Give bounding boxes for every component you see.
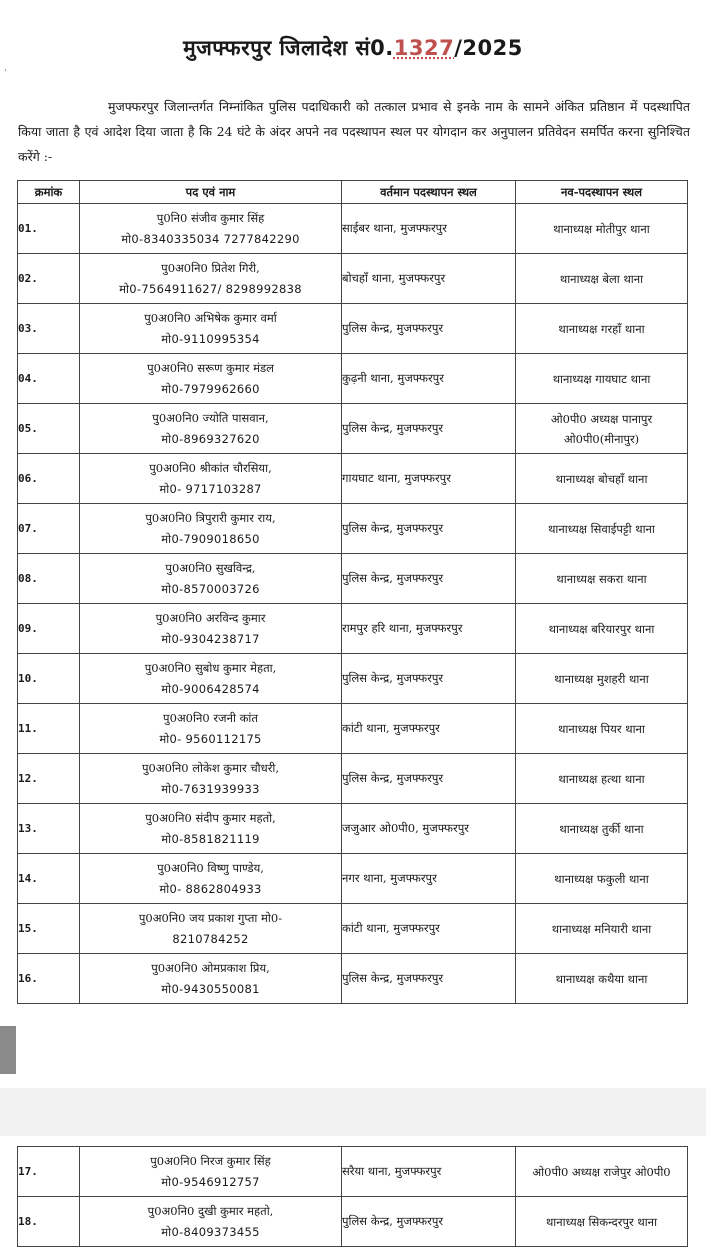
officer-name: पु0अ0नि0 सुखविन्द्र, <box>165 560 256 575</box>
table-row <box>18 804 688 854</box>
current-posting: गायघाट थाना, मुजफ्फरपुर <box>342 454 516 504</box>
officer-name: पु0अ0नि0 सरूण कुमार मंडल <box>147 360 274 375</box>
officer-mobile: मो0- 9560112175 <box>159 731 262 746</box>
serial-number: 07. <box>18 504 80 554</box>
table-row <box>18 1147 688 1197</box>
intro-text: मुजफ्फरपुर जिलान्तर्गत निम्नांकित पुलिस पदाधिकारी को तत्काल प्रभाव से इनके नाम के सामने अंकित प्रतिष्ठान में पदस्थापित किया जाता है एवं आदेश दिया जाता है कि 24 घंटे के अंदर अपने नव पदस्थापन स्थल पर योगदान कर अनुपालन प्रतिवेदन समर्पित करना सुनिश्चित करेंगे :- <box>18 99 690 164</box>
officer-cell <box>80 504 342 554</box>
current-posting: सरैया थाना, मुजफ्फरपुर <box>342 1147 516 1197</box>
officer-name: पु0नि0 संजीव कुमार सिंह <box>156 210 265 225</box>
new-posting: थानाध्यक्ष हत्था थाना <box>516 754 688 804</box>
officer-name: पु0अ0नि0 ओमप्रकाश प्रिय, <box>151 960 270 975</box>
officer-cell <box>80 754 342 804</box>
header-serial: क्रमांक <box>18 181 80 204</box>
serial-number: 06. <box>18 454 80 504</box>
posting-table-continued <box>17 1146 688 1247</box>
table-row <box>18 404 688 454</box>
officer-name: पु0अ0नि0 त्रिपुरारी कुमार राय, <box>145 510 276 525</box>
table-row <box>18 254 688 304</box>
officer-mobile: मो0-9546912757 <box>161 1174 260 1189</box>
title-year: /2025 <box>454 36 523 60</box>
serial-number: 13. <box>18 804 80 854</box>
new-posting: थानाध्यक्ष फकुली थाना <box>516 854 688 904</box>
officer-mobile: मो0-8570003726 <box>161 581 260 596</box>
officer-mobile: मो0-9006428574 <box>161 681 260 696</box>
current-posting: पुलिस केन्द्र, मुजफ्फरपुर <box>342 304 516 354</box>
serial-number: 11. <box>18 704 80 754</box>
officer-cell <box>80 304 342 354</box>
officer-mobile: मो0-8340335034 7277842290 <box>121 231 300 246</box>
current-posting: पुलिस केन्द्र, मुजफ्फरपुर <box>342 554 516 604</box>
current-posting: पुलिस केन्द्र, मुजफ्फरपुर <box>342 654 516 704</box>
table-row <box>18 554 688 604</box>
officer-name: पु0अ0नि0 सुबोध कुमार मेहता, <box>144 660 277 675</box>
serial-number: 12. <box>18 754 80 804</box>
current-posting: पुलिस केन्द्र, मुजफ्फरपुर <box>342 754 516 804</box>
officer-name: पु0अ0नि0 विष्णु पाण्डेय, <box>157 860 264 875</box>
new-posting: थानाध्यक्ष तुर्की थाना <box>516 804 688 854</box>
officer-mobile: मो0-8969327620 <box>161 431 260 446</box>
officer-cell <box>80 854 342 904</box>
officer-cell <box>80 654 342 704</box>
officer-cell <box>80 254 342 304</box>
officer-mobile: मो0-8581821119 <box>161 831 260 846</box>
officer-cell <box>80 554 342 604</box>
new-posting: थानाध्यक्ष सिवाईपट्टी थाना <box>516 504 688 554</box>
serial-number: 04. <box>18 354 80 404</box>
officer-cell <box>80 454 342 504</box>
officer-cell <box>80 954 342 1004</box>
table-header-row <box>18 181 688 204</box>
new-posting: थानाध्यक्ष बेला थाना <box>516 254 688 304</box>
officer-cell <box>80 804 342 854</box>
serial-number: 09. <box>18 604 80 654</box>
serial-number: 16. <box>18 954 80 1004</box>
new-posting: थानाध्यक्ष कथैया थाना <box>516 954 688 1004</box>
table-row <box>18 954 688 1004</box>
table-row <box>18 454 688 504</box>
officer-name: पु0अ0नि0 अभिषेक कुमार वर्मा <box>144 310 277 325</box>
officer-name: पु0अ0नि0 संदीप कुमार महतो, <box>145 810 276 825</box>
officer-mobile: मो0-8409373455 <box>161 1224 260 1239</box>
new-posting: थानाध्यक्ष बरियारपुर थाना <box>516 604 688 654</box>
officer-cell <box>80 704 342 754</box>
serial-number: 01. <box>18 204 80 254</box>
header-name: पद एवं नाम <box>80 181 342 204</box>
table-row <box>18 504 688 554</box>
officer-name: पु0अ0नि0 अरविन्द कुमार <box>155 610 266 625</box>
officer-mobile: मो0- 9717103287 <box>159 481 262 496</box>
table-row <box>18 354 688 404</box>
order-number: 1327 <box>393 36 455 60</box>
new-posting: थानाध्यक्ष गरहाँ थाना <box>516 304 688 354</box>
table-row <box>18 304 688 354</box>
new-posting: थानाध्यक्ष गायघाट थाना <box>516 354 688 404</box>
current-posting: साईबर थाना, मुजफ्फरपुर <box>342 204 516 254</box>
serial-number: 18. <box>18 1197 80 1247</box>
header-new-posting: नव-पदस्थापन स्थल <box>516 181 688 204</box>
serial-number: 03. <box>18 304 80 354</box>
serial-number: 02. <box>18 254 80 304</box>
intro-paragraph <box>18 94 690 169</box>
current-posting: जजुआर ओ0पी0, मुजफ्फरपुर <box>342 804 516 854</box>
current-posting: नगर थाना, मुजफ्फरपुर <box>342 854 516 904</box>
table-row <box>18 854 688 904</box>
officer-cell <box>80 904 342 954</box>
current-posting: कांटी थाना, मुजफ्फरपुर <box>342 904 516 954</box>
officer-mobile: मो0-9430550081 <box>161 981 260 996</box>
header-current-posting: वर्तमान पदस्थापन स्थल <box>342 181 516 204</box>
table-row <box>18 604 688 654</box>
margin-mark: ʻ <box>4 68 8 79</box>
new-posting: थानाध्यक्ष बोचहाँ थाना <box>516 454 688 504</box>
new-posting: ओ0पी0 अध्यक्ष पानापुर ओ0पी0(मीनापुर) <box>516 404 688 454</box>
officer-name: पु0अ0नि0 दुखी कुमार महतो, <box>147 1203 274 1218</box>
new-posting: थानाध्यक्ष सिकन्दरपुर थाना <box>516 1197 688 1247</box>
serial-number: 08. <box>18 554 80 604</box>
serial-number: 05. <box>18 404 80 454</box>
officer-mobile: मो0-7564911627/ 8298992838 <box>119 281 302 296</box>
new-posting: थानाध्यक्ष मुशहरी थाना <box>516 654 688 704</box>
new-posting: थानाध्यक्ष मोतीपुर थाना <box>516 204 688 254</box>
officer-name: पु0अ0नि0 निरज कुमार सिंह <box>150 1153 271 1168</box>
order-title <box>0 34 706 62</box>
new-posting: थानाध्यक्ष सकरा थाना <box>516 554 688 604</box>
current-posting: पुलिस केन्द्र, मुजफ्फरपुर <box>342 954 516 1004</box>
officer-mobile: मो0-7979962660 <box>161 381 260 396</box>
officer-cell <box>80 1147 342 1197</box>
current-posting: रामपुर हरि थाना, मुजफ्फरपुर <box>342 604 516 654</box>
serial-number: 14. <box>18 854 80 904</box>
officer-name: पु0अ0नि0 प्रितेश गिरी, <box>161 260 260 275</box>
serial-number: 10. <box>18 654 80 704</box>
officer-cell <box>80 404 342 454</box>
officer-cell <box>80 1197 342 1247</box>
page-gap <box>0 1088 706 1136</box>
officer-mobile: मो0-9304238717 <box>161 631 260 646</box>
table-row <box>18 1197 688 1247</box>
current-posting: पुलिस केन्द्र, मुजफ्फरपुर <box>342 404 516 454</box>
table-row <box>18 754 688 804</box>
title-prefix: मुजफ्फरपुर जिलादेश सं0. <box>183 36 394 60</box>
new-posting: थानाध्यक्ष पियर थाना <box>516 704 688 754</box>
scroll-indicator <box>0 1026 16 1074</box>
officer-name: पु0अ0नि0 जय प्रकाश गुप्ता मो0- <box>138 910 283 925</box>
officer-mobile: 8210784252 <box>172 931 249 946</box>
officer-mobile: मो0-9110995354 <box>161 331 260 346</box>
officer-name: पु0अ0नि0 लोकेश कुमार चौधरी, <box>141 760 280 775</box>
officer-cell <box>80 204 342 254</box>
officer-mobile: मो0- 8862804933 <box>159 881 262 896</box>
serial-number: 15. <box>18 904 80 954</box>
officer-mobile: मो0-7631939933 <box>161 781 260 796</box>
officer-name: पु0अ0नि0 रजनी कांत <box>163 710 258 725</box>
serial-number: 17. <box>18 1147 80 1197</box>
new-posting: ओ0पी0 अध्यक्ष राजेपुर ओ0पी0 <box>516 1147 688 1197</box>
current-posting: बोचहाँ थाना, मुजफ्फरपुर <box>342 254 516 304</box>
officer-cell <box>80 354 342 404</box>
officer-name: पु0अ0नि0 श्रीकांत चौरसिया, <box>149 460 272 475</box>
table-row <box>18 204 688 254</box>
current-posting: पुलिस केन्द्र, मुजफ्फरपुर <box>342 1197 516 1247</box>
officer-mobile: मो0-7909018650 <box>161 531 260 546</box>
current-posting: कांटी थाना, मुजफ्फरपुर <box>342 704 516 754</box>
table-row <box>18 704 688 754</box>
new-posting: थानाध्यक्ष मनियारी थाना <box>516 904 688 954</box>
current-posting: कुढ़नी थाना, मुजफ्फरपुर <box>342 354 516 404</box>
table-row <box>18 654 688 704</box>
table-row <box>18 904 688 954</box>
posting-table <box>17 180 688 1004</box>
current-posting: पुलिस केन्द्र, मुजफ्फरपुर <box>342 504 516 554</box>
officer-name: पु0अ0नि0 ज्योति पासवान, <box>152 410 269 425</box>
officer-cell <box>80 604 342 654</box>
